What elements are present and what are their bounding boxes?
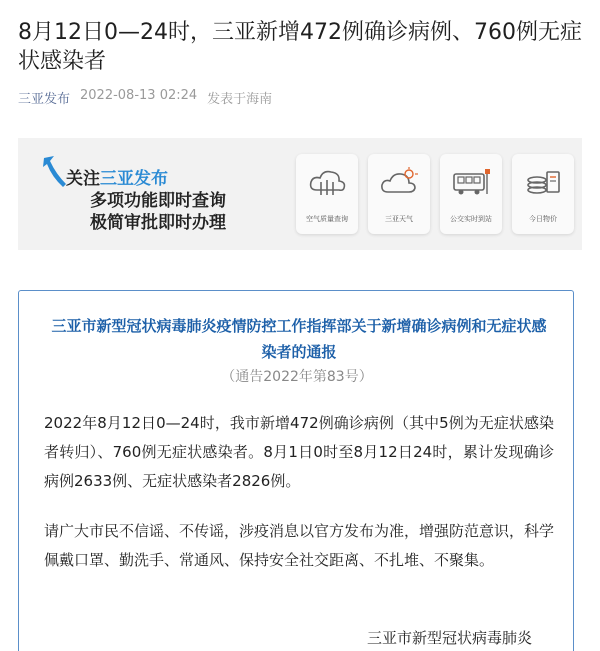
- tile-weather[interactable]: [368, 154, 430, 234]
- promo-brand: 三亚发布: [100, 169, 168, 189]
- promo-banner[interactable]: [18, 138, 582, 250]
- tile-label: 今日物价: [529, 215, 557, 223]
- notice-number: （通告2022年第83号）: [221, 369, 373, 385]
- article-meta: [18, 88, 272, 107]
- pointer-arrow-icon: [40, 152, 68, 192]
- cloud-tree-icon: [307, 166, 347, 198]
- official-notice: [18, 290, 574, 651]
- tile-bus[interactable]: [440, 154, 502, 234]
- tile-prices[interactable]: [512, 154, 574, 234]
- tile-label: 空气质量查询: [306, 215, 348, 223]
- coins-icon: [523, 166, 563, 198]
- article-title: 8月12日0—24时，三亚新增472例确诊病例、760例无症状感染者: [18, 20, 582, 74]
- cloud-sun-icon: [379, 166, 419, 198]
- notice-heading: 三亚市新型冠状病毒肺炎疫情防控工作指挥部关于新增确诊病例和无症状感染者的通报: [51, 317, 547, 361]
- publish-location: 发表于海南: [207, 92, 273, 107]
- publish-date: 2022-08-13 02:24: [80, 88, 198, 103]
- tile-label: 公交实时到站: [450, 215, 492, 223]
- notice-signature: 三亚市新型冠状病毒肺炎: [367, 629, 533, 647]
- promo-line-approval: 极简审批即时办理: [90, 213, 226, 233]
- promo-line-follow: 关注三亚发布: [66, 169, 168, 189]
- notice-paragraph-advice: 请广大市民不信谣、不传谣，涉疫消息以官方发布为准，增强防范意识，科学佩戴口罩、勤洗手、常通风、保持安全社交距离、不扎堆、不聚集。: [44, 522, 555, 569]
- promo-line-query: 多项功能即时查询: [90, 191, 226, 211]
- tile-air-quality[interactable]: [296, 154, 358, 234]
- notice-paragraph-cases: 2022年8月12日0—24时，我市新增472例确诊病例（其中5例为无症状感染者转归）、760例无症状感染者。8月1日0时至8月12日24时，累计发现确诊病例2633例、无症状感染者2826例。: [44, 414, 554, 490]
- service-tiles: [296, 154, 574, 234]
- author-link[interactable]: 三亚发布: [18, 92, 71, 107]
- tile-label: 三亚天气: [385, 215, 413, 223]
- promo-text: [36, 150, 296, 240]
- bus-icon: [451, 166, 491, 198]
